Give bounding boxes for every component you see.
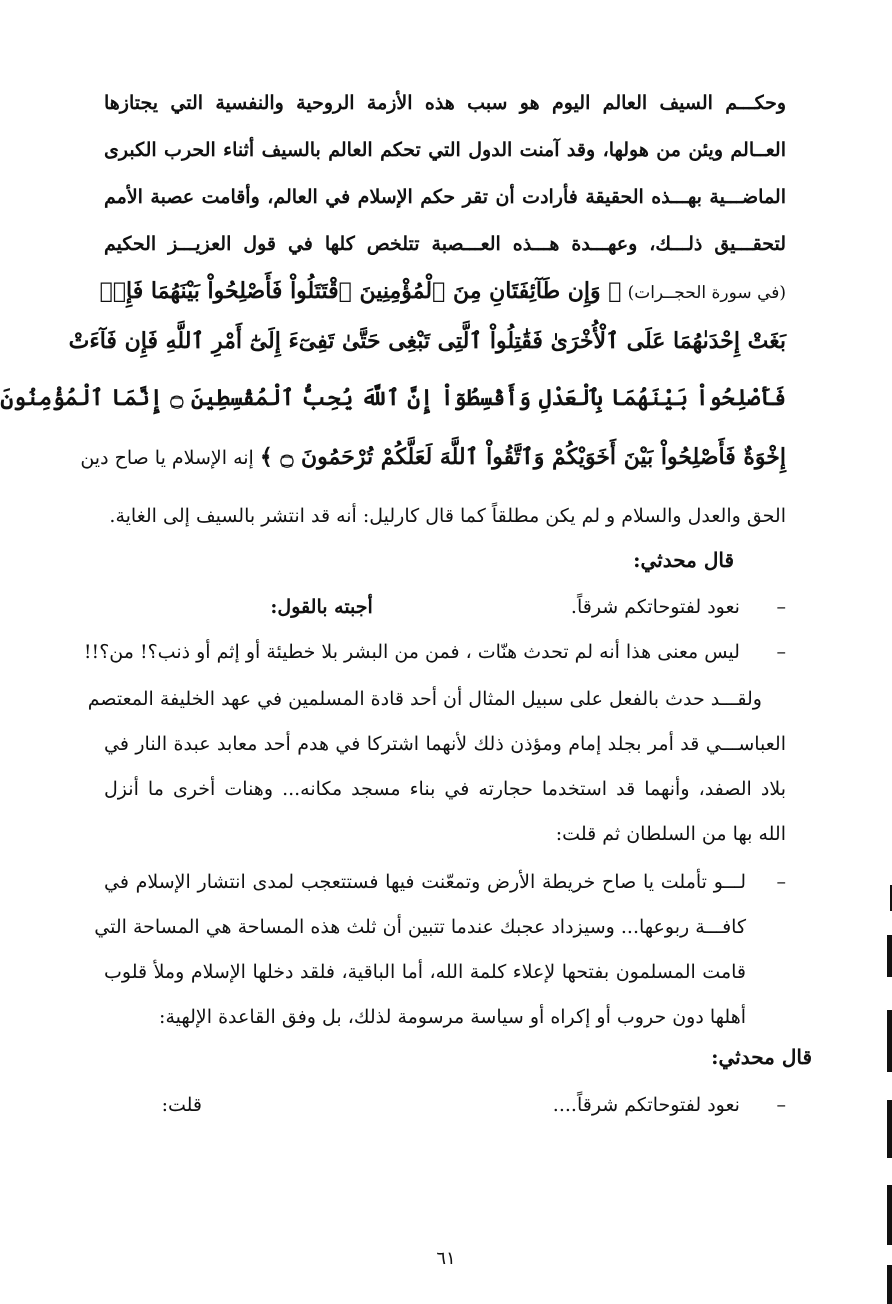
paragraph-line: العــالم ويئن من هولها، وقد آمنت الدول التي تحكم العالم بالسيف أثناء الحرب الكبرى <box>104 139 786 161</box>
paragraph-line: الماضـــية بهـــذه الحقيقة فأرادت أن تقر حكم الإسلام في العالم، وأقامت عصبة الأمم <box>104 186 786 208</box>
paragraph-line: قامت المسلمون بفتحها لإعلاء كلمة الله، أما الباقية، فلقد دخلها الإسلام وملأ قلوب <box>104 961 746 983</box>
paragraph-line: الحق والعدل والسلام و لم يكن مطلقاً كما قال كارليل: أنه قد انتشر بالسيف إلى الغاية. <box>109 505 786 527</box>
quran-line <box>80 444 786 470</box>
dialog-dash: – <box>776 596 786 618</box>
quran-line: فَأَصْلِحُواْ بَيْنَهُمَا بِٱلْعَدْلِ وَأَقْسِطُوٓاْ إِنَّ ٱللَّهَ يُحِبُّ ٱلْمُقْسِطِينَ ۝ إِنَّمَا ٱلْمُؤْمِنُونَ <box>0 385 786 411</box>
paragraph-line: ولقـــد حدث بالفعل على سبيل المثال أن أحد قادة المسلمين في عهد الخليفة المعتصم <box>87 688 762 710</box>
dialog-text: نعود لفتوحاتكم شرقاً. <box>570 596 740 618</box>
paragraph-line: لـــو تأملت يا صاح خريطة الأرض وتمعّنت فيها فستتعجب لمدى انتشار الإسلام في <box>104 871 746 893</box>
scan-edge-mark <box>887 1185 892 1245</box>
section-heading: قال محدثي: <box>633 548 734 572</box>
dialog-dash: – <box>776 1094 786 1116</box>
paragraph-line: وحكـــم السيف العالم اليوم هو سبب هذه الأزمة الروحية والنفسية التي يجتازها <box>104 92 786 114</box>
scan-edge-mark <box>887 1010 892 1072</box>
dialog-dash: – <box>776 641 786 663</box>
dialog-line <box>83 641 786 663</box>
scan-edge-mark <box>887 935 892 977</box>
paragraph-line: بلاد الصفد، وأنهما قد استخدما حجارته في بناء مسجد مكانه... وهنات أخرى ما أنزل <box>104 778 786 800</box>
quran-line <box>99 278 786 304</box>
paragraph-line: أهلها دون حروب أو إكراه أو سياسة مرسومة لذلك، بل وفق القاعدة الإلهية: <box>159 1006 746 1028</box>
dialog-line <box>104 1094 786 1116</box>
scan-edge-mark <box>887 1265 892 1304</box>
dialog-text: ليس معنى هذا أنه لم تحدث هنّات ، فمن من البشر بلا خطيئة أو إثم أو ذنب؟! من؟!! <box>83 641 740 663</box>
quran-text: إِخْوَةٌ فَأَصْلِحُواْ بَيْنَ أَخَوَيْكُمْ وَٱتَّقُواْ ٱللَّهَ لَعَلَّكُمْ تُرْحَمُونَ ۝ ﴾ <box>259 444 786 470</box>
dialog-text: نعود لفتوحاتكم شرقاً.... <box>552 1094 740 1116</box>
dialog-reply: قلت: <box>161 1094 202 1116</box>
paragraph-line: كافـــة ربوعها... وسيزداد عجبك عندما تتبين أن ثلث هذه المساحة هي المساحة التي <box>94 916 746 938</box>
dialog-reply: أجبته بالقول: <box>270 596 373 618</box>
page-number: ٦١ <box>436 1248 456 1269</box>
paragraph-line: الله بها من السلطان ثم قلت: <box>555 823 786 845</box>
paragraph-line: لتحقـــيق ذلـــك، وعهـــدة هـــذه العـــصبة تتلخص كلها في قول العزيـــز الحكيم <box>104 233 786 255</box>
quran-text: ﴿ وَإِن طَآئِفَتَانِ مِنَ ٱلْمُؤْمِنِينَ ٱقْتَتَلُواْ فَأَصْلِحُواْ بَيْنَهُمَا فَإِنۢ <box>99 278 622 304</box>
quran-line: بَغَتْ إِحْدَىٰهُمَا عَلَى ٱلْأُخْرَىٰ فَقَٰتِلُواْ ٱلَّتِى تَبْغِى حَتَّىٰ تَفِىٓءَ إِلَىٰٓ أَمْرِ ٱللَّهِ فَإِن فَآءَتْ <box>68 328 786 354</box>
paragraph-text: إنه الإسلام يا صاح دين <box>80 447 254 469</box>
dialog-line <box>104 596 786 618</box>
surah-reference: (في سورة الحجــرات) <box>627 283 786 303</box>
dialog-dash: – <box>776 871 786 893</box>
scan-edge-mark <box>887 1100 892 1158</box>
paragraph-line: العباســـي قد أمر بجلد إمام ومؤذن ذلك لأنهما اشتركا في هدم أحد معابد عبدة النار في <box>104 733 786 755</box>
section-heading: قال محدثي: <box>711 1045 812 1069</box>
